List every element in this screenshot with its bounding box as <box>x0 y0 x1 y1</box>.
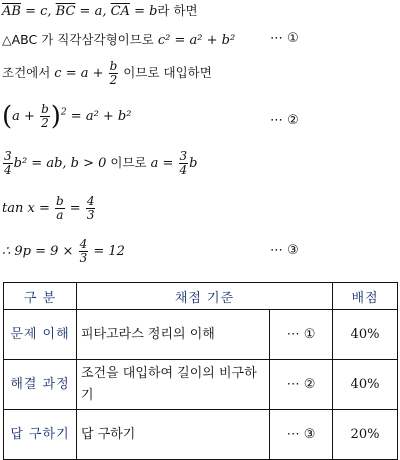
fraction-4-over-3: $\frac{4}{3}$ <box>86 194 95 222</box>
line-1 <box>2 2 198 21</box>
paren-open: ( <box>2 101 13 132</box>
paren-close: ) <box>50 101 61 132</box>
line2-text: 가 직각삼각형이므로 <box>37 32 158 47</box>
line5-expr1: b² = ab, b > 0 <box>13 156 107 171</box>
segment-ca: $\overline{CA}$ <box>110 4 130 19</box>
grading-table <box>3 282 398 460</box>
line5-tail: b <box>189 156 198 171</box>
line5-text: 이므로 <box>106 155 151 170</box>
eq-c: = c, <box>20 4 56 19</box>
line-6 <box>2 195 96 222</box>
line-3 <box>2 60 212 87</box>
mark-1: ⋯ ① <box>270 31 299 46</box>
line3-text1: 조건에서 <box>2 65 55 80</box>
row-criterion: 답 구하기 <box>77 410 270 460</box>
row-category: 해결 과정 <box>4 360 77 410</box>
mark-2: ⋯ ② <box>270 113 299 128</box>
segment-bc: $\overline{BC}$ <box>55 4 76 19</box>
eq-a: = a, <box>75 4 111 19</box>
header-category: 구 분 <box>4 283 77 310</box>
line4-a: a + <box>12 109 40 124</box>
line-7 <box>2 238 125 265</box>
table-row <box>4 360 398 410</box>
fraction-b-over-2: $\frac{b}{2}$ <box>109 59 118 87</box>
line7-rest: = 12 <box>89 244 125 259</box>
row-points: 20% <box>333 410 398 460</box>
row-mark: ⋯ ① <box>270 310 333 360</box>
table-header-row <box>4 283 398 310</box>
line-2 <box>2 31 235 50</box>
mark-3: ⋯ ③ <box>270 243 299 258</box>
row-points: 40% <box>333 360 398 410</box>
row-mark: ⋯ ③ <box>270 410 333 460</box>
fraction-4-over-3: $\frac{4}{3}$ <box>79 237 88 265</box>
segment-ab: $\overline{AB}$ <box>2 4 21 19</box>
line1-tail: 라 하면 <box>157 3 198 18</box>
fraction-b-over-2: $\frac{b}{2}$ <box>41 102 49 130</box>
line5-expr2: a = <box>150 156 178 171</box>
header-points: 배점 <box>333 283 398 310</box>
fraction-b-over-a: $\frac{b}{a}$ <box>55 194 64 222</box>
line3-expr: c = a + <box>54 66 108 81</box>
table-row <box>4 310 398 360</box>
row-category: 답 구하기 <box>4 410 77 460</box>
fraction-3-over-4: $\frac{3}{4}$ <box>4 149 12 177</box>
triangle-abc: △ABC <box>2 32 38 47</box>
line3-text2: 이므로 대입하면 <box>119 65 212 80</box>
row-category: 문제 이해 <box>4 310 77 360</box>
therefore-9p: ∴ 9p = 9 × <box>2 244 78 259</box>
square-exponent: 2 <box>60 107 67 118</box>
line4-rest: = a² + b² <box>66 109 132 124</box>
eq-b: = b <box>129 4 158 19</box>
header-criterion: 채점 기준 <box>77 283 333 310</box>
row-criterion: 조건을 대입하여 길이의 비구하기 <box>77 360 270 410</box>
row-points: 40% <box>333 310 398 360</box>
fraction-3-over-4: $\frac{3}{4}$ <box>179 149 188 177</box>
tan-x: tan x = <box>2 201 54 216</box>
line-5 <box>2 150 198 177</box>
table-row <box>4 410 398 460</box>
line6-eq: = <box>65 201 85 216</box>
row-criterion: 피타고라스 정리의 이해 <box>77 310 270 360</box>
line-4 <box>2 103 131 130</box>
pythagoras-formula: c² = a² + b² <box>157 33 236 48</box>
row-mark: ⋯ ② <box>270 360 333 410</box>
